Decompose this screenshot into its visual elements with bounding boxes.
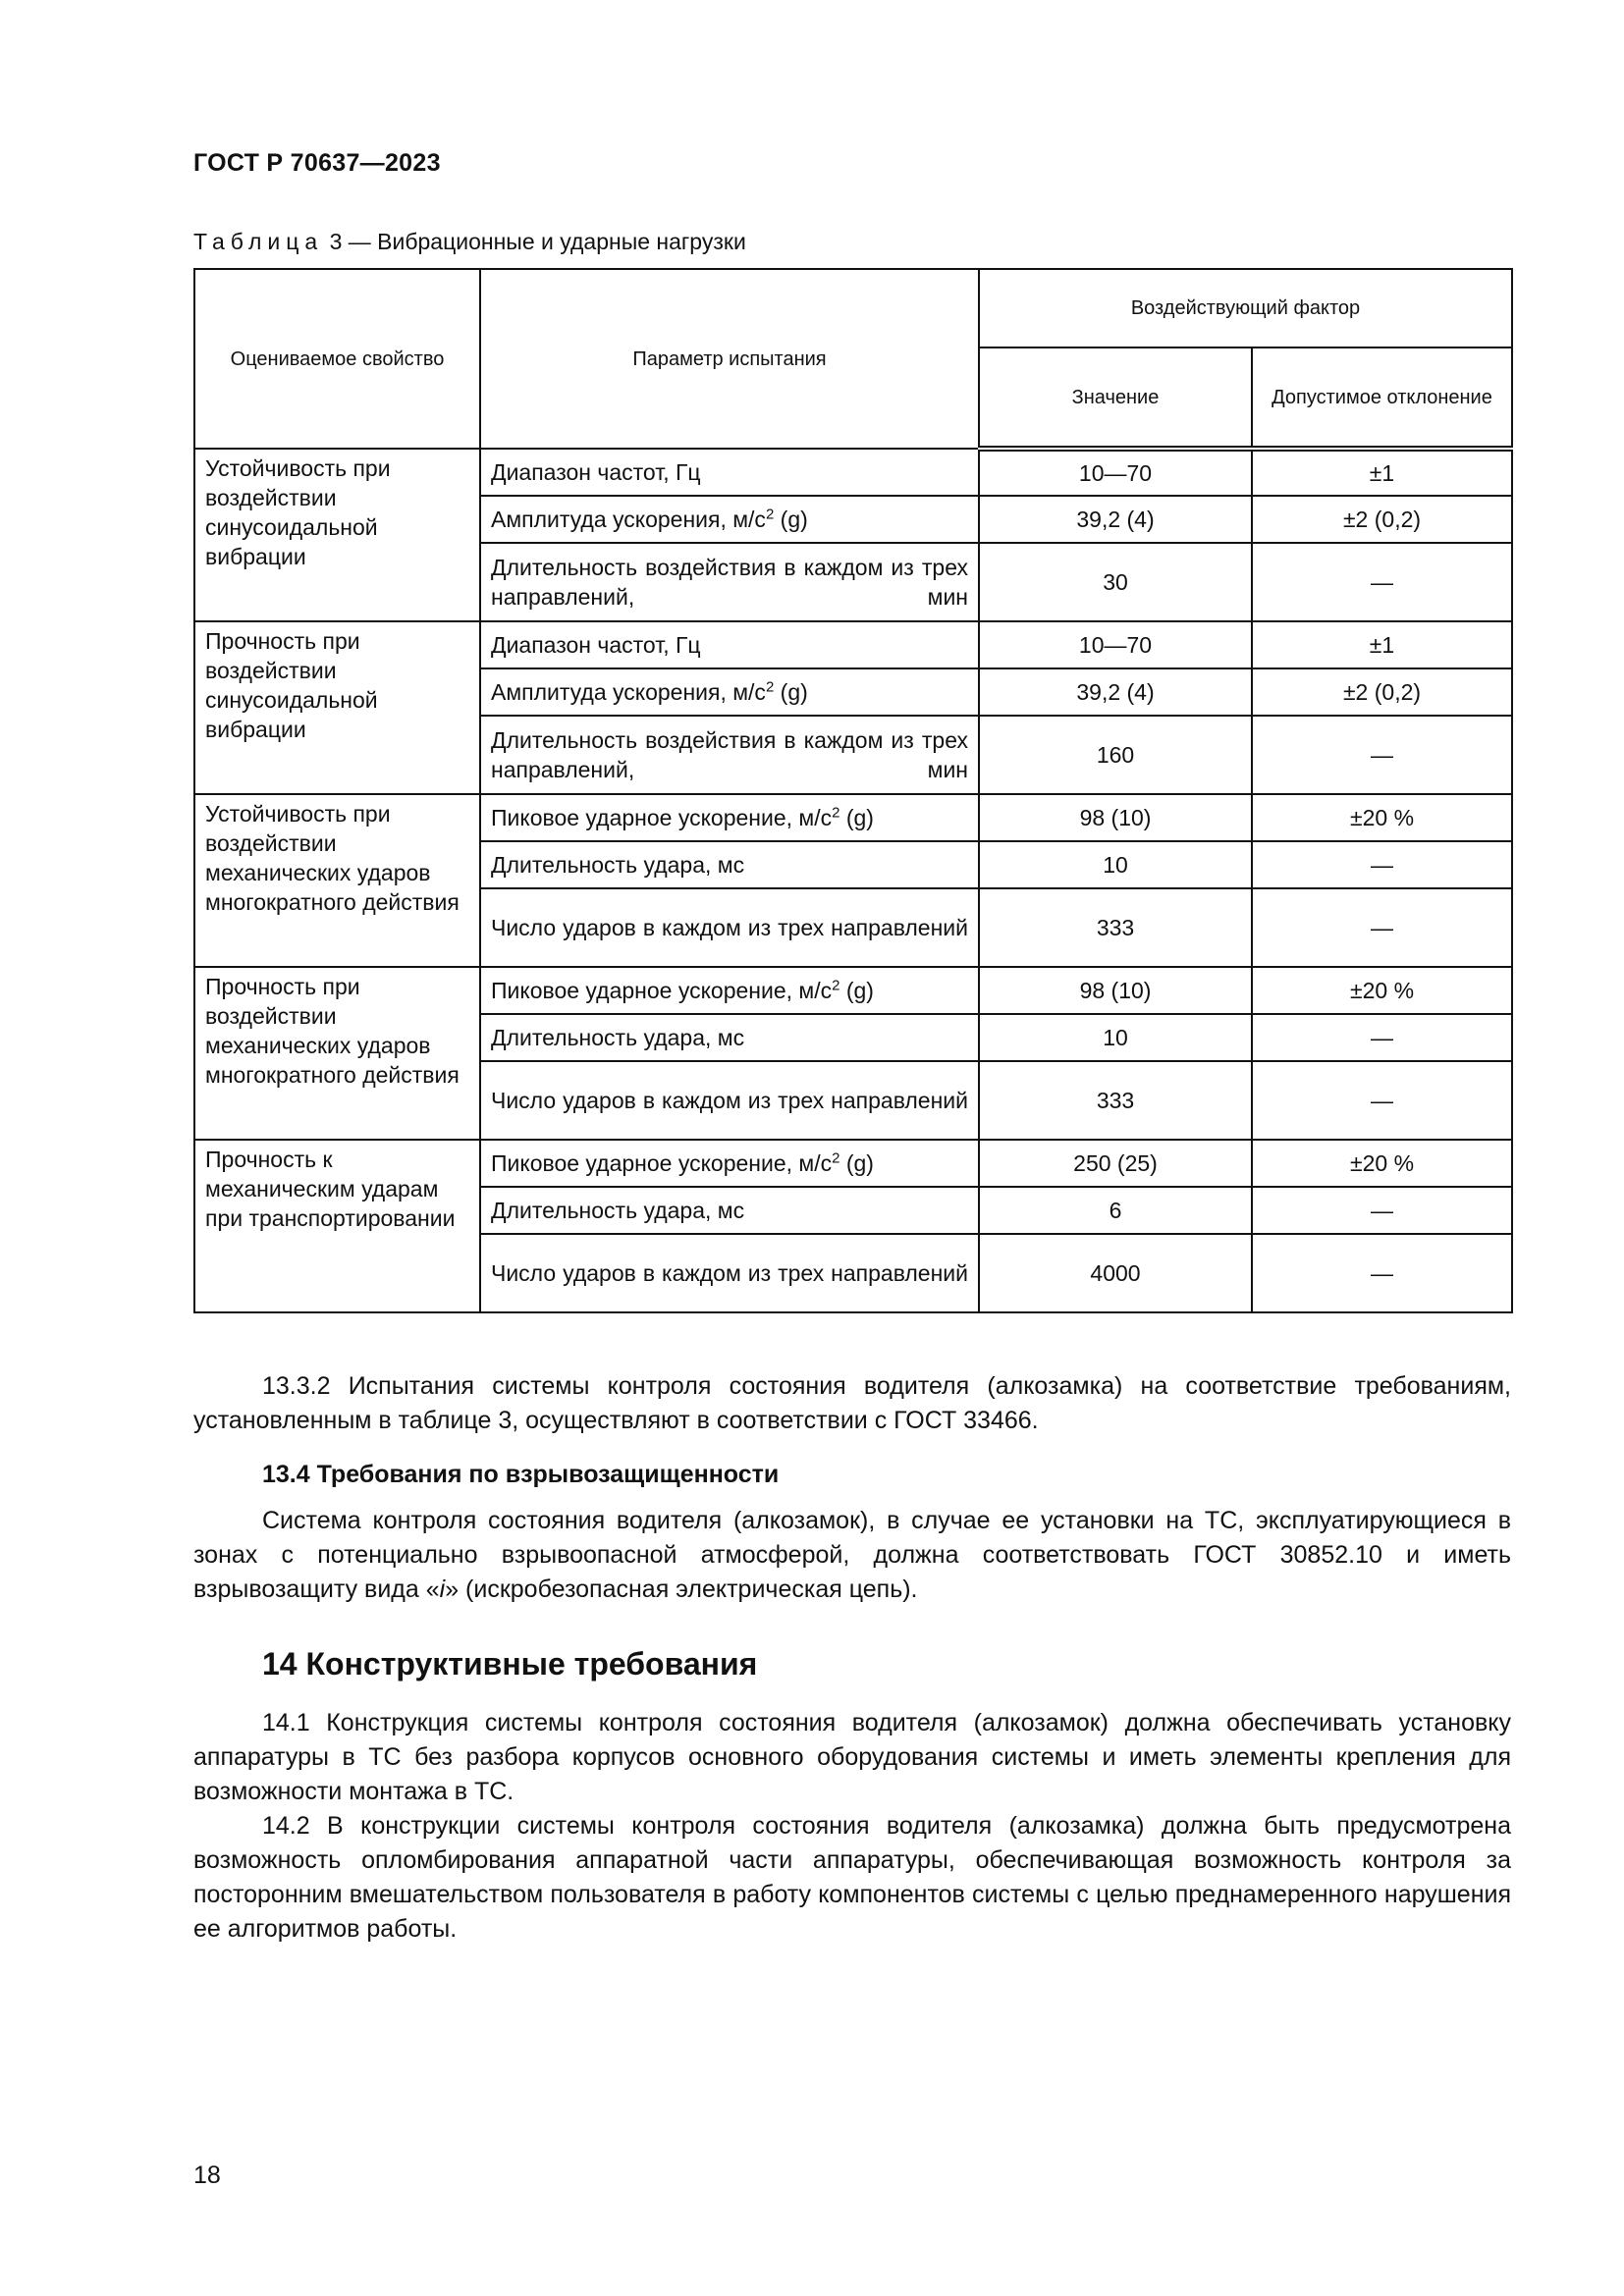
value-cell: 10—70	[979, 621, 1252, 668]
property-cell: Прочность к механическим ударам при транспортировании	[194, 1140, 480, 1312]
value-cell: 39,2 (4)	[979, 496, 1252, 543]
parameter-cell	[480, 967, 979, 1014]
heading-13-4: 13.4 Требования по взрывозащищенности	[262, 1461, 780, 1488]
tolerance-cell: —	[1252, 543, 1512, 621]
parameter-cell	[480, 496, 979, 543]
value-cell: 10	[979, 841, 1252, 888]
value-cell: 6	[979, 1187, 1252, 1234]
parameter-cell: Длительность удара, мс	[480, 841, 979, 888]
parameter-cell	[480, 794, 979, 841]
paragraphs-section-14	[193, 1706, 1511, 1947]
tolerance-cell: ±20 %	[1252, 1140, 1512, 1187]
parameter-cell: Длительность воздействия в каждом из трех направлений, мин	[480, 543, 979, 621]
value-cell: 98 (10)	[979, 794, 1252, 841]
parameter-cell: Диапазон частот, Гц	[480, 621, 979, 668]
value-cell: 333	[979, 1061, 1252, 1140]
parameter-cell: Длительность удара, мс	[480, 1014, 979, 1061]
property-cell: Устойчивость при воздействии механических ударов многократного действия	[194, 794, 480, 967]
parameter-text: Амплитуда ускорения, м/с	[491, 679, 766, 705]
vibration-shock-table	[193, 268, 1513, 1313]
parameter-unit: (g)	[839, 805, 874, 830]
property-cell: Устойчивость при воздействии синусоидальной вибрации	[194, 449, 480, 621]
value-cell: 160	[979, 716, 1252, 794]
tolerance-cell: —	[1252, 1234, 1512, 1312]
parameter-cell	[480, 668, 979, 716]
header-value: Значение	[979, 347, 1252, 449]
tolerance-cell: ±20 %	[1252, 967, 1512, 1014]
table-row	[194, 621, 1512, 668]
table-row	[194, 794, 1512, 841]
paragraph-italic-part: i	[439, 1575, 446, 1603]
value-cell: 30	[979, 543, 1252, 621]
tolerance-cell: ±1	[1252, 449, 1512, 496]
parameter-text: Пиковое ударное ускорение, м/с	[491, 1150, 833, 1176]
value-cell: 250 (25)	[979, 1140, 1252, 1187]
paragraph-text-part: » (искробезопасная электрическая цепь).	[445, 1575, 918, 1603]
parameter-unit: (g)	[839, 978, 874, 1003]
tolerance-cell: —	[1252, 1061, 1512, 1140]
parameter-superscript: 2	[832, 1149, 840, 1167]
paragraph-14-2: 14.2 В конструкции системы контроля состояния водителя (алкозамка) должна быть предусмотрена возможность опломбирования аппаратной части аппаратуры, обеспечивающая возможность контроля за посторонним вмешательством пользователя в работу компонентов системы с целью преднамеренного нарушения ее алгоритмов работы.	[193, 1812, 1511, 1943]
header-property: Оцениваемое свойство	[194, 269, 480, 449]
tolerance-cell: —	[1252, 841, 1512, 888]
tolerance-cell: —	[1252, 716, 1512, 794]
document-header: ГОСТ Р 70637—2023	[193, 149, 441, 177]
tolerance-cell: ±2 (0,2)	[1252, 668, 1512, 716]
parameter-superscript: 2	[765, 678, 775, 696]
value-cell: 10	[979, 1014, 1252, 1061]
parameter-cell: Число ударов в каждом из трех направлений	[480, 1061, 979, 1140]
parameter-cell: Длительность воздействия в каждом из трех направлений, мин	[480, 716, 979, 794]
table-row	[194, 449, 1512, 496]
property-cell: Прочность при воздействии синусоидальной вибрации	[194, 621, 480, 794]
paragraph-13-4	[193, 1504, 1511, 1607]
parameter-superscript: 2	[765, 506, 775, 523]
parameter-cell: Диапазон частот, Гц	[480, 449, 979, 496]
value-cell: 4000	[979, 1234, 1252, 1312]
parameter-cell	[480, 1140, 979, 1187]
parameter-cell: Длительность удара, мс	[480, 1187, 979, 1234]
tolerance-cell: —	[1252, 1187, 1512, 1234]
paragraph-13-3-2	[193, 1369, 1511, 1438]
table-caption	[193, 229, 746, 255]
tolerance-cell: —	[1252, 1014, 1512, 1061]
page-number: 18	[193, 2162, 221, 2189]
section-heading-14: 14 Конструктивные требования	[262, 1646, 758, 1682]
tolerance-cell: ±20 %	[1252, 794, 1512, 841]
value-cell: 333	[979, 888, 1252, 967]
parameter-cell: Число ударов в каждом из трех направлений	[480, 1234, 979, 1312]
value-cell: 98 (10)	[979, 967, 1252, 1014]
header-factor: Воздействующий фактор	[979, 269, 1512, 347]
tolerance-cell: —	[1252, 888, 1512, 967]
table-caption-title: 3 — Вибрационные и ударные нагрузки	[323, 229, 746, 254]
parameter-unit: (g)	[774, 507, 808, 532]
parameter-superscript: 2	[832, 977, 840, 994]
tolerance-cell: ±2 (0,2)	[1252, 496, 1512, 543]
paragraph-text: 13.3.2 Испытания системы контроля состояния водителя (алкозамка) на соответствие требованиям, установленным в таблице 3, осуществляют в соответствии с ГОСТ 33466.	[193, 1372, 1511, 1434]
table-row	[194, 1140, 1512, 1187]
parameter-unit: (g)	[774, 679, 808, 705]
parameter-superscript: 2	[832, 804, 840, 822]
paragraph-text	[193, 1504, 1511, 1607]
tolerance-cell: ±1	[1252, 621, 1512, 668]
table-caption-prefix: Таблица	[193, 229, 324, 254]
paragraph-14-1: 14.1 Конструкция системы контроля состояния водителя (алкозамок) должна обеспечивать установку аппаратуры в ТС без разбора корпусов основного оборудования системы и иметь элементы крепления для возможности монтажа в ТС.	[193, 1709, 1511, 1805]
header-tolerance: Допустимое отклонение	[1252, 347, 1512, 449]
parameter-text: Пиковое ударное ускорение, м/с	[491, 978, 833, 1003]
value-cell: 39,2 (4)	[979, 668, 1252, 716]
parameter-unit: (g)	[839, 1150, 874, 1176]
property-cell: Прочность при воздействии механических ударов многократного действия	[194, 967, 480, 1140]
header-parameter: Параметр испытания	[480, 269, 979, 449]
value-cell: 10—70	[979, 449, 1252, 496]
parameter-text: Амплитуда ускорения, м/с	[491, 507, 766, 532]
parameter-cell: Число ударов в каждом из трех направлений	[480, 888, 979, 967]
parameter-text: Пиковое ударное ускорение, м/с	[491, 805, 833, 830]
paragraph-text-part: Система контроля состояния водителя (алкозамок), в случае ее установки на ТС, эксплуатирующиеся в зонах с потенциально взрывоопасной атмосферой, должна соответствовать ГОСТ 30852.10 и иметь взрывозащиту вида «	[193, 1507, 1511, 1603]
table-row	[194, 967, 1512, 1014]
